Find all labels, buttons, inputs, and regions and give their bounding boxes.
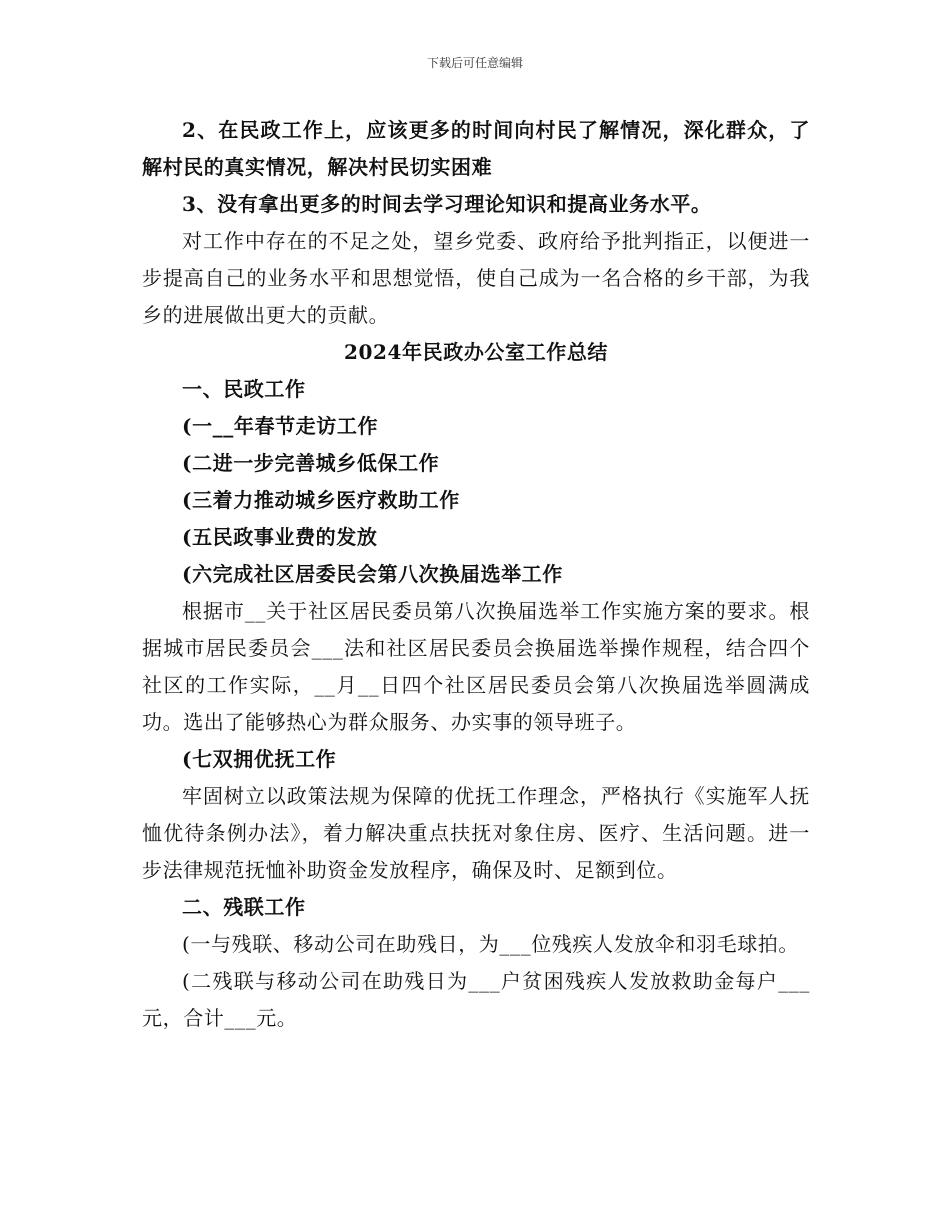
subheading-low-income: (二进一步完善城乡低保工作 (182, 451, 440, 475)
paragraph-military-support: 牢固树立以政策法规为保障的优抚工作理念，严格执行《实施军人抚恤优待条例办法》，着力解决重点扶抚对象住房、医疗、生活问题。进一步法律规范抚恤补助资金发放程序，确保及时、足额到位。 (142, 784, 810, 882)
paragraph-item-2: 2、在民政工作上，应该更多的时间向村民了解情况，深化群众，了解村民的真实情况，解决村民切实困难 (142, 118, 810, 179)
subheading-election: (六完成社区居委民会第八次换届选举工作 (182, 562, 563, 586)
paragraph-item-3: 3、没有拿出更多的时间去学习理论知识和提高业务水平。 (182, 192, 712, 216)
paragraph-election: 根据市__关于社区居民委员第八次换届选举工作实施方案的要求。根据城市居民委员会___法和社区居民委员会换届选举操作规程，结合四个社区的工作实际，__月__日四个社区居民委员会第八次换届选举圆满成功。选出了能够热心为群众服务、办实事的领导班子。 (142, 599, 810, 734)
paragraph-disabled-2: (二残联与移动公司在助残日为___户贫困残疾人发放救助金每户___元，合计___元。 (142, 969, 810, 1030)
subheading-medical-aid: (三着力推动城乡医疗救助工作 (182, 488, 460, 512)
paragraph-closing: 对工作中存在的不足之处，望乡党委、政府给予批判指正，以便进一步提高自己的业务水平和思想觉悟，使自己成为一名合格的乡干部，为我乡的进展做出更大的贡献。 (142, 229, 810, 327)
paragraph-disabled-1: (一与残联、移动公司在助残日，为___位残疾人发放伞和羽毛球拍。 (182, 932, 800, 956)
document-title: 2024年民政办公室工作总结 (343, 340, 609, 364)
subheading-spring-visit: (一__年春节走访工作 (182, 414, 379, 438)
section-heading-disabled: 二、残联工作 (182, 895, 306, 919)
subheading-military-support: (七双拥优抚工作 (182, 747, 337, 771)
subheading-funds: (五民政事业费的发放 (182, 525, 378, 549)
page-header: 下载后可任意编辑 (426, 56, 523, 70)
section-heading-civil-affairs: 一、民政工作 (182, 377, 306, 401)
document-body (142, 112, 810, 1037)
